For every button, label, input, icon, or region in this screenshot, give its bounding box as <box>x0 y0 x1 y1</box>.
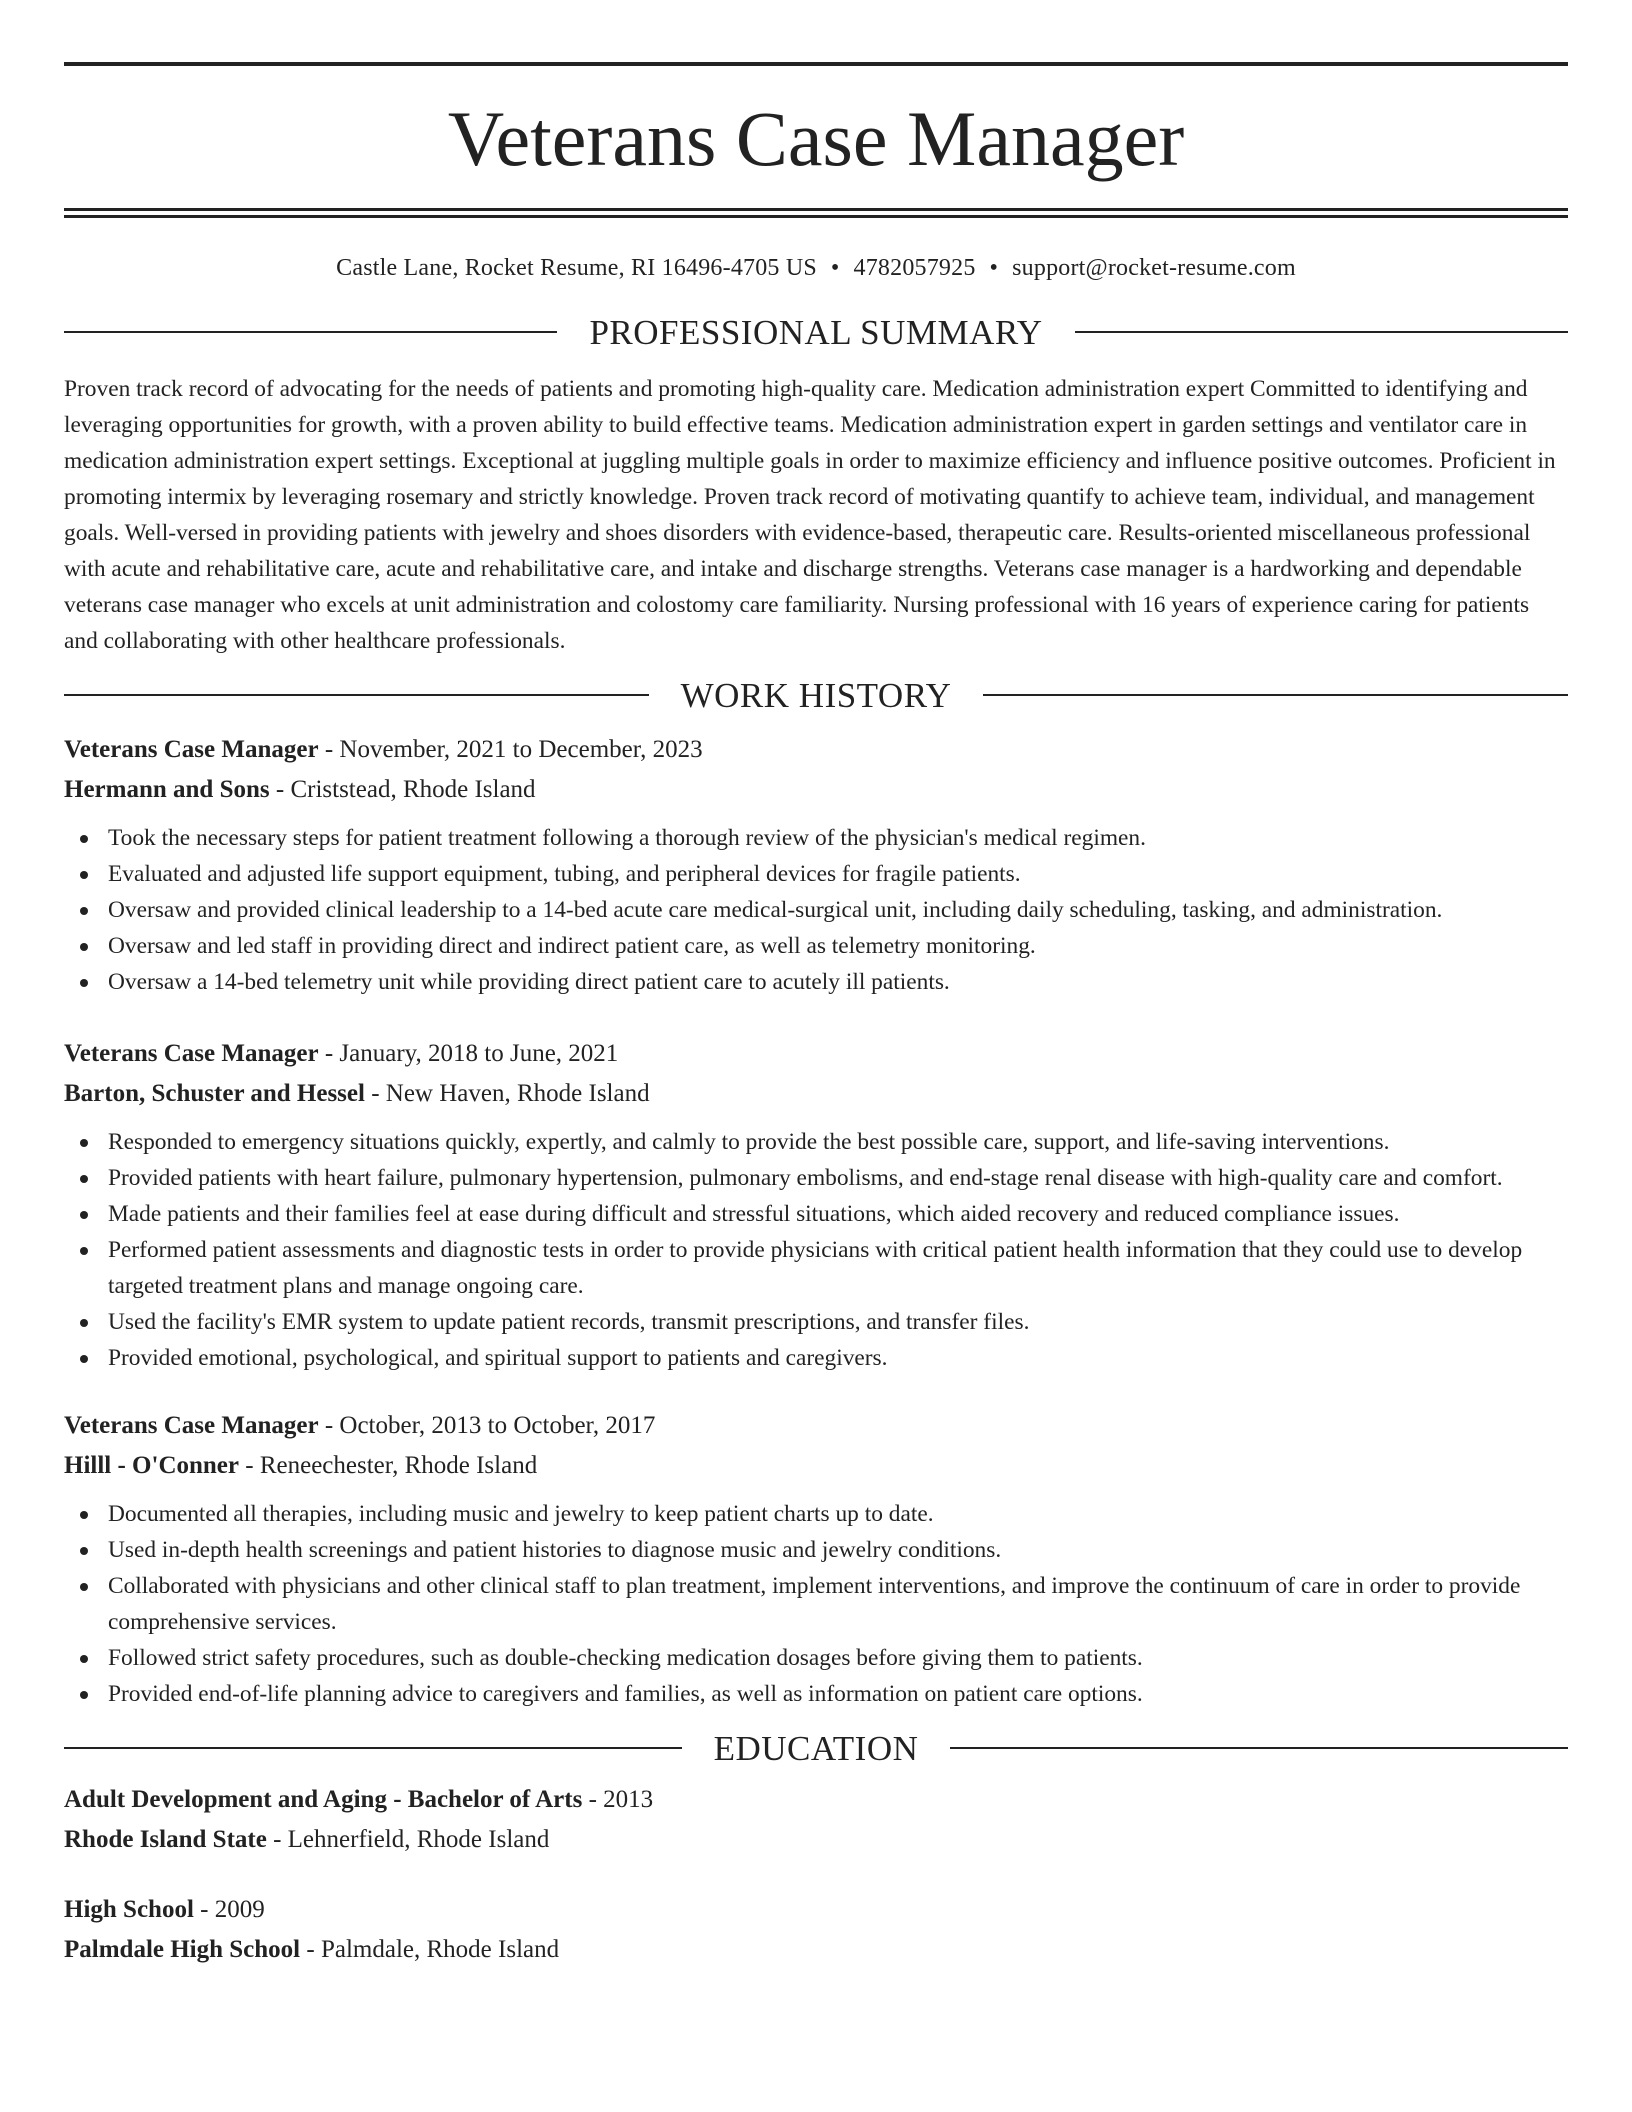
job-title: Veterans Case Manager <box>64 1411 319 1439</box>
work-history-title: WORK HISTORY <box>680 675 952 715</box>
bullet-item: Oversaw a 14-bed telemetry unit while providing direct patient care to acutely ill patients. <box>64 964 1568 1000</box>
job-company: Hermann and Sons <box>64 775 270 803</box>
education-heading <box>64 1728 1568 1768</box>
education-school: Palmdale High School <box>64 1935 301 1963</box>
contact-phone: 4782057925 <box>853 255 976 281</box>
top-rule <box>64 62 1568 66</box>
bullet-item: Made patients and their families feel at ease during difficult and stressful situations, which aided recovery and reduced compliance issues. <box>64 1196 1568 1232</box>
contact-separator: • <box>830 255 840 281</box>
job-dates: - January, 2018 to June, 2021 <box>318 1039 619 1067</box>
education-entry <box>64 1890 1568 1970</box>
bullet-item: Oversaw and provided clinical leadership to a 14-bed acute care medical-surgical unit, including daily scheduling, tasking, and administration. <box>64 892 1568 928</box>
job-company-line <box>64 770 1568 810</box>
job-title: Veterans Case Manager <box>64 735 319 763</box>
job-title-line <box>64 730 1568 770</box>
contact-line <box>64 254 1568 283</box>
bullet-item: Documented all therapies, including music and jewelry to keep patient charts up to date. <box>64 1496 1568 1532</box>
bullet-item: Collaborated with physicians and other clinical staff to plan treatment, implement interventions, and improve the continuum of care in order to provide comprehensive services. <box>64 1568 1568 1640</box>
job-bullets <box>64 1124 1568 1376</box>
education-entry <box>64 1780 1568 1860</box>
heading-rule-left <box>64 331 557 333</box>
job-company-line <box>64 1446 1568 1486</box>
job-title-line <box>64 1034 1568 1074</box>
education-year: - 2013 <box>582 1785 654 1813</box>
contact-address: Castle Lane, Rocket Resume, RI 16496-4705 US <box>336 255 817 281</box>
job-location: - Criststead, Rhode Island <box>269 775 536 803</box>
education-year: - 2009 <box>193 1895 265 1923</box>
summary-title: PROFESSIONAL SUMMARY <box>589 312 1043 352</box>
job-dates: - November, 2021 to December, 2023 <box>318 735 703 763</box>
job-company: Barton, Schuster and Hessel <box>64 1079 365 1107</box>
bullet-item: Evaluated and adjusted life support equipment, tubing, and peripheral devices for fragile patients. <box>64 856 1568 892</box>
education-degree: Adult Development and Aging - Bachelor of Arts <box>64 1785 583 1813</box>
bullet-item: Responded to emergency situations quickly, expertly, and calmly to provide the best possible care, support, and life-saving interventions. <box>64 1124 1568 1160</box>
heading-rule-right <box>950 1747 1568 1749</box>
job-title-line <box>64 1406 1568 1446</box>
heading-rule-left <box>64 1747 682 1749</box>
bullet-item: Provided patients with heart failure, pulmonary hypertension, pulmonary embolisms, and end-stage renal disease with high-quality care and comfort. <box>64 1160 1568 1196</box>
bullet-item: Oversaw and led staff in providing direct and indirect patient care, as well as telemetry monitoring. <box>64 928 1568 964</box>
bullet-item: Followed strict safety procedures, such as double-checking medication dosages before giving them to patients. <box>64 1640 1568 1676</box>
education-degree-line <box>64 1780 1568 1820</box>
job-entry <box>64 730 1568 1000</box>
bullet-item: Used the facility's EMR system to update patient records, transmit prescriptions, and transfer files. <box>64 1304 1568 1340</box>
heading-rule-right <box>1075 331 1568 333</box>
job-company: Hilll - O'Conner <box>64 1451 239 1479</box>
bullet-item: Used in-depth health screenings and patient histories to diagnose music and jewelry conditions. <box>64 1532 1568 1568</box>
job-location: - Reneechester, Rhode Island <box>239 1451 538 1479</box>
bullet-item: Provided end-of-life planning advice to caregivers and families, as well as information on patient care options. <box>64 1676 1568 1712</box>
education-school-line <box>64 1930 1568 1970</box>
education-school-line <box>64 1820 1568 1860</box>
contact-email: support@rocket-resume.com <box>1012 255 1296 281</box>
education-title: EDUCATION <box>713 1728 919 1768</box>
summary-text: Proven track record of advocating for the needs of patients and promoting high-quality care. Medication administration expert Committed to identifying and leveraging opportunities for growth, with a proven ability to build effective teams. Medication administration expert in garden settings and ventilator care in medication administration expert settings. Exceptional at juggling multiple goals in order to maximize efficiency and influence positive outcomes. Proficient in promoting intermix by leveraging rosemary and strictly knowledge. Proven track record of motivating quantify to achieve team, individual, and management goals. Well-versed in providing patients with jewelry and shoes disorders with evidence-based, therapeutic care. Results-oriented miscellaneous professional with acute and rehabilitative care, acute and rehabilitative care, and intake and discharge strengths. Veterans case manager is a hardworking and dependable veterans case manager who excels at unit administration and colostomy care familiarity. Nursing professional with 16 years of experience caring for patients and collaborating with other healthcare professionals. <box>64 375 1556 654</box>
bullet-item: Took the necessary steps for patient treatment following a thorough review of the physician's medical regimen. <box>64 820 1568 856</box>
job-title: Veterans Case Manager <box>64 1039 319 1067</box>
education-degree: High School <box>64 1895 194 1923</box>
heading-rule-right <box>983 694 1568 696</box>
job-location: - New Haven, Rhode Island <box>364 1079 650 1107</box>
double-rule <box>64 208 1568 218</box>
resume-name: Veterans Case Manager <box>447 95 1185 182</box>
bullet-item: Provided emotional, psychological, and spiritual support to patients and caregivers. <box>64 1340 1568 1376</box>
contact-separator: • <box>989 255 999 281</box>
education-school: Rhode Island State <box>64 1825 267 1853</box>
education-degree-line <box>64 1890 1568 1930</box>
work-history-heading <box>64 675 1568 715</box>
summary-heading <box>64 312 1568 352</box>
bullet-item: Performed patient assessments and diagnostic tests in order to provide physicians with critical patient health information that they could use to develop targeted treatment plans and manage ongoing care. <box>64 1232 1568 1304</box>
job-bullets <box>64 1496 1568 1712</box>
heading-rule-left <box>64 694 649 696</box>
job-entry <box>64 1406 1568 1712</box>
job-company-line <box>64 1074 1568 1114</box>
job-bullets <box>64 820 1568 1000</box>
education-location: - Lehnerfield, Rhode Island <box>266 1825 550 1853</box>
education-location: - Palmdale, Rhode Island <box>300 1935 560 1963</box>
job-dates: - October, 2013 to October, 2017 <box>318 1411 656 1439</box>
job-entry <box>64 1034 1568 1376</box>
